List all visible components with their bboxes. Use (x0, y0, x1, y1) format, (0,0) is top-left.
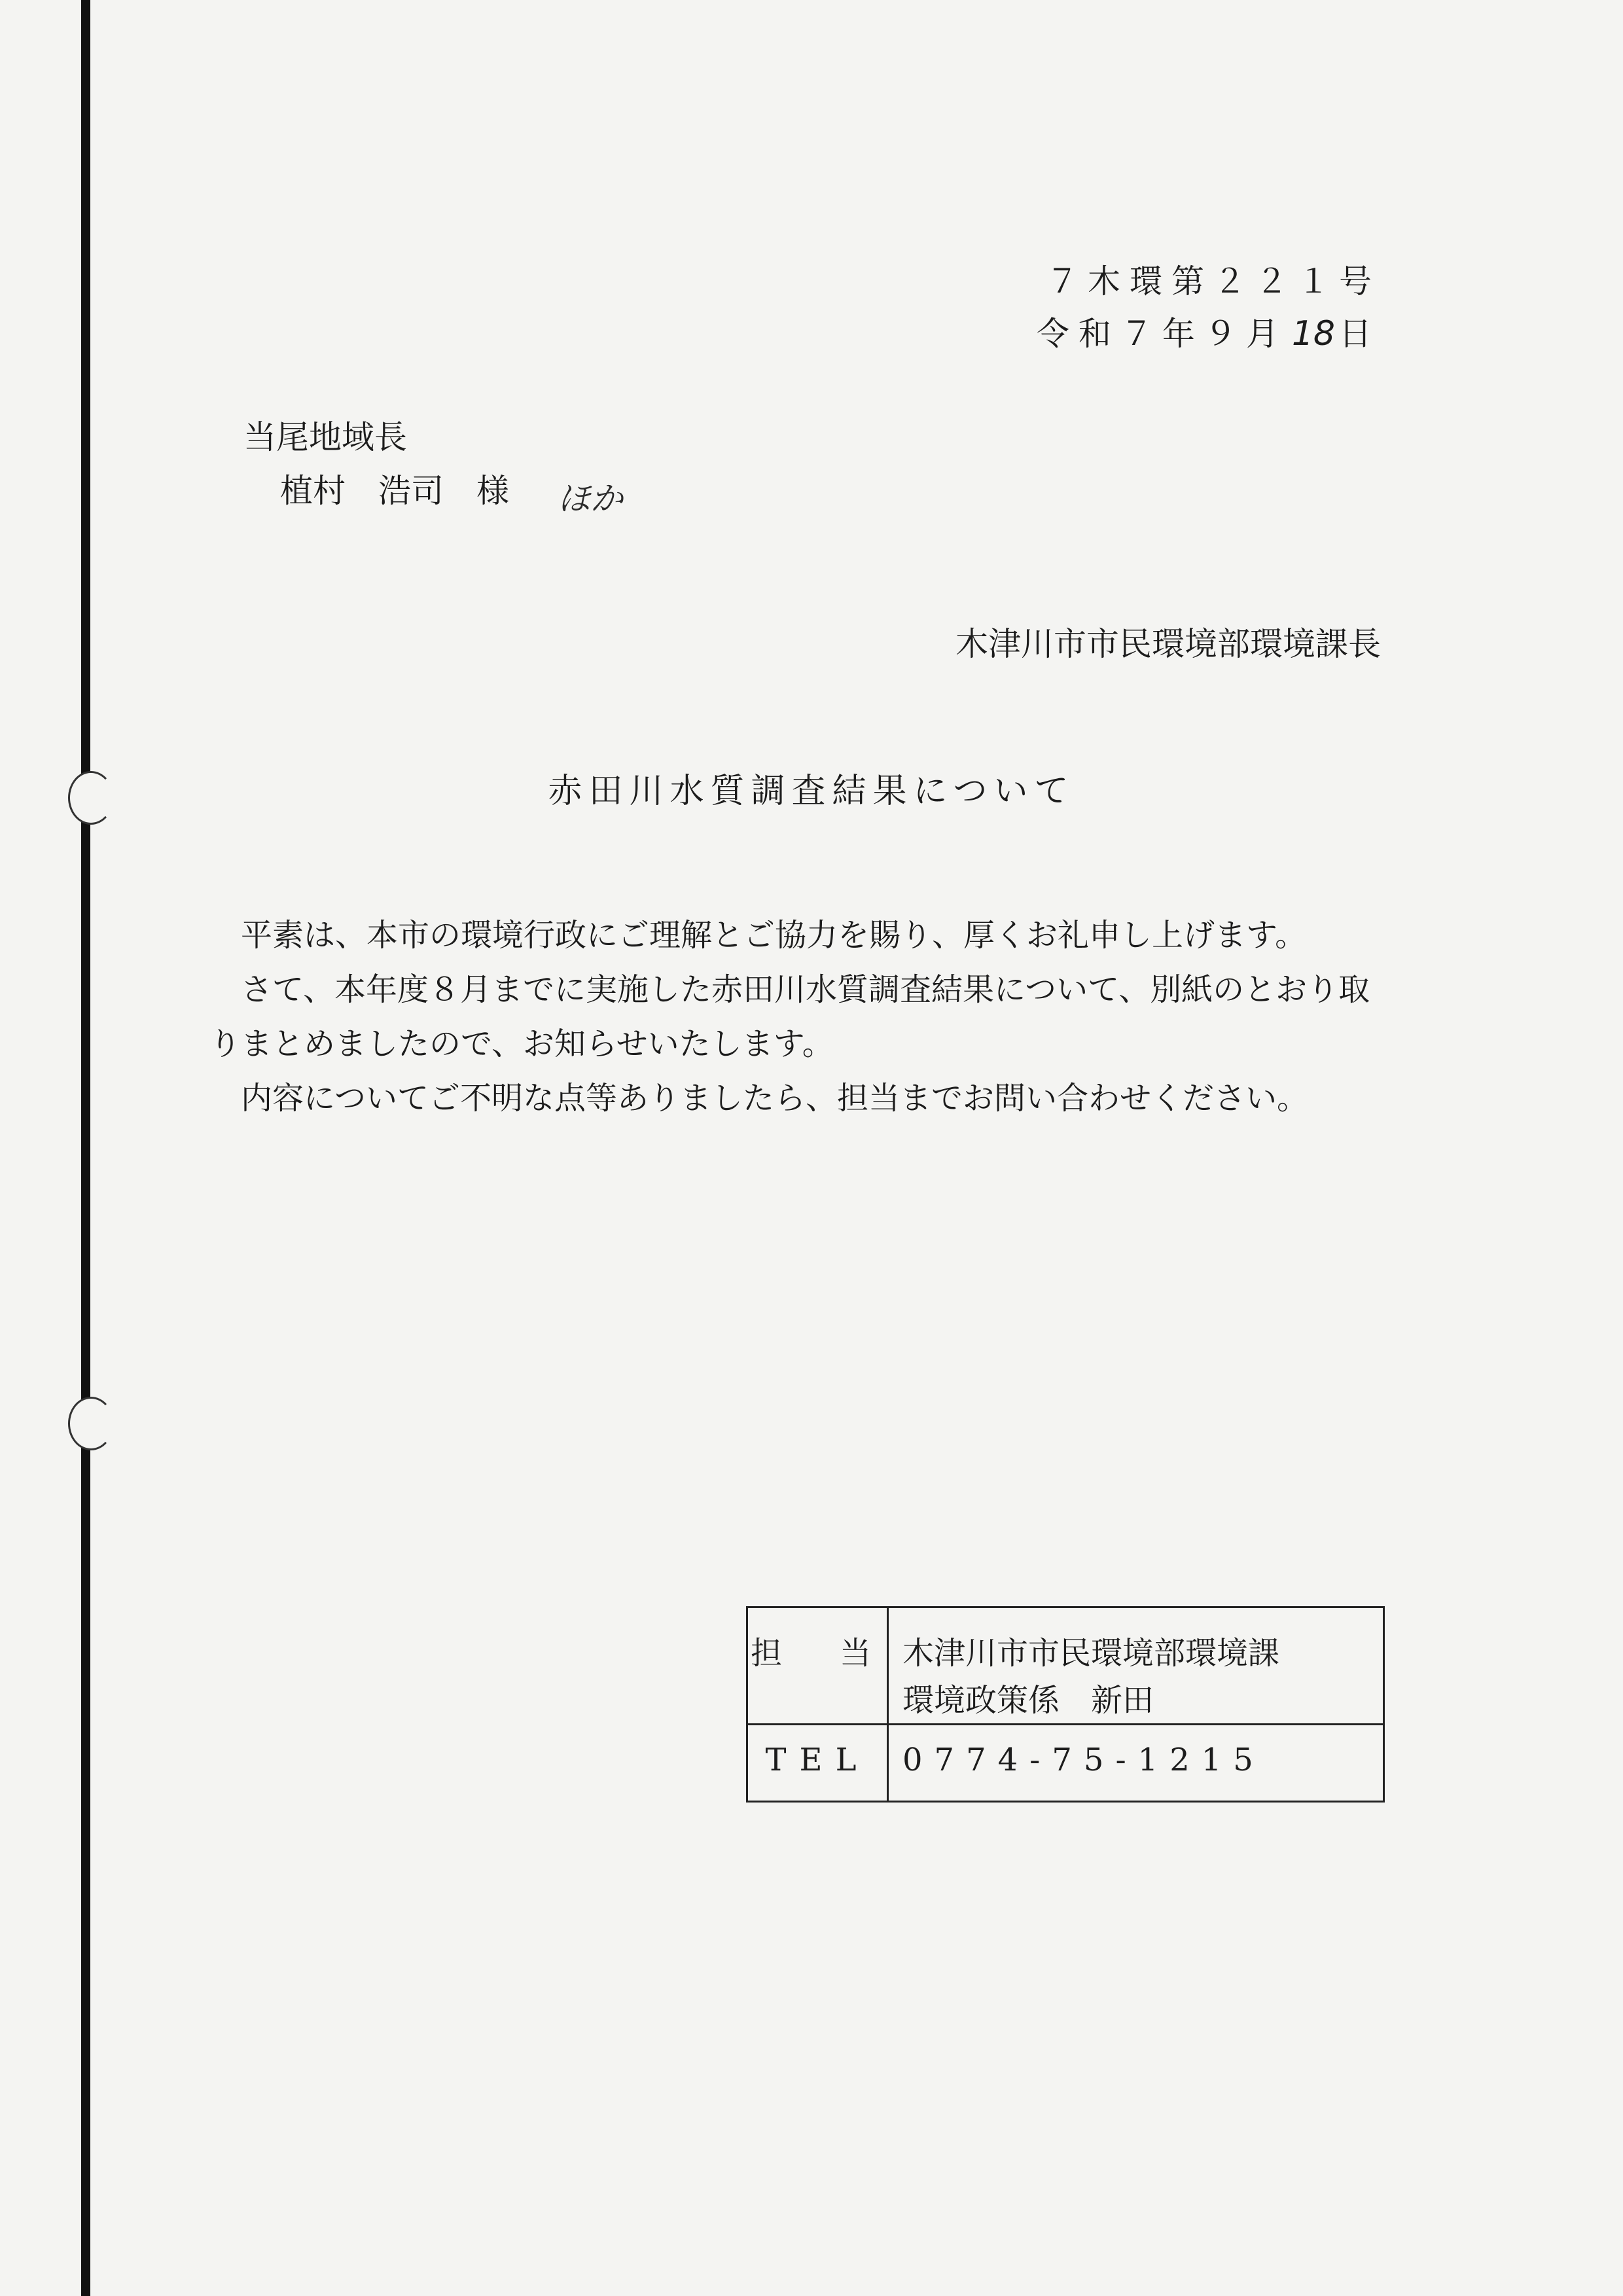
sender: 木津川市市民環境部環境課長 (955, 625, 1381, 663)
date-suffix: 日 (1339, 315, 1381, 353)
handwritten-note: ほか (558, 480, 623, 518)
contact-department: 木津川市市民環境部環境課 (902, 1635, 1280, 1672)
document-subject: 赤田川水質調査結果について (548, 772, 1075, 811)
binding-line (81, 0, 90, 2296)
contact-section: 環境政策係 新田 (902, 1682, 1154, 1719)
recipient-title: 当尾地域長 (243, 418, 407, 456)
body-paragraph-2: さて、本年度８月までに実施した赤田川水質調査結果について、別紙のとおり取りまとめましたので、お知らせいたします。 (209, 971, 1370, 1062)
recipient-name: 植村 浩司 様 (280, 472, 509, 510)
contact-tel: 0774-75-1215 (902, 1742, 1265, 1778)
document-number: ７木環第２２１号 (1046, 262, 1381, 300)
body-paragraph-3: 内容についてご不明な点等ありましたら、担当までお問い合わせください。 (241, 1080, 1309, 1117)
document-date (1037, 308, 1381, 355)
punch-hole-bottom (68, 1397, 114, 1450)
contact-box (746, 1606, 1385, 1803)
contact-divider-horizontal (748, 1723, 1383, 1725)
body-paragraph-1: 平素は、本市の環境行政にご理解とご協力を賜り、厚くお礼申し上げます。 (241, 917, 1307, 954)
date-prefix: 令和７年９月 (1036, 315, 1288, 353)
contact-divider-vertical (887, 1608, 889, 1801)
contact-tel-label: TEL (765, 1742, 870, 1778)
date-day-handwritten: 18 (1291, 314, 1335, 353)
contact-person-label: 担 当 (750, 1635, 884, 1672)
